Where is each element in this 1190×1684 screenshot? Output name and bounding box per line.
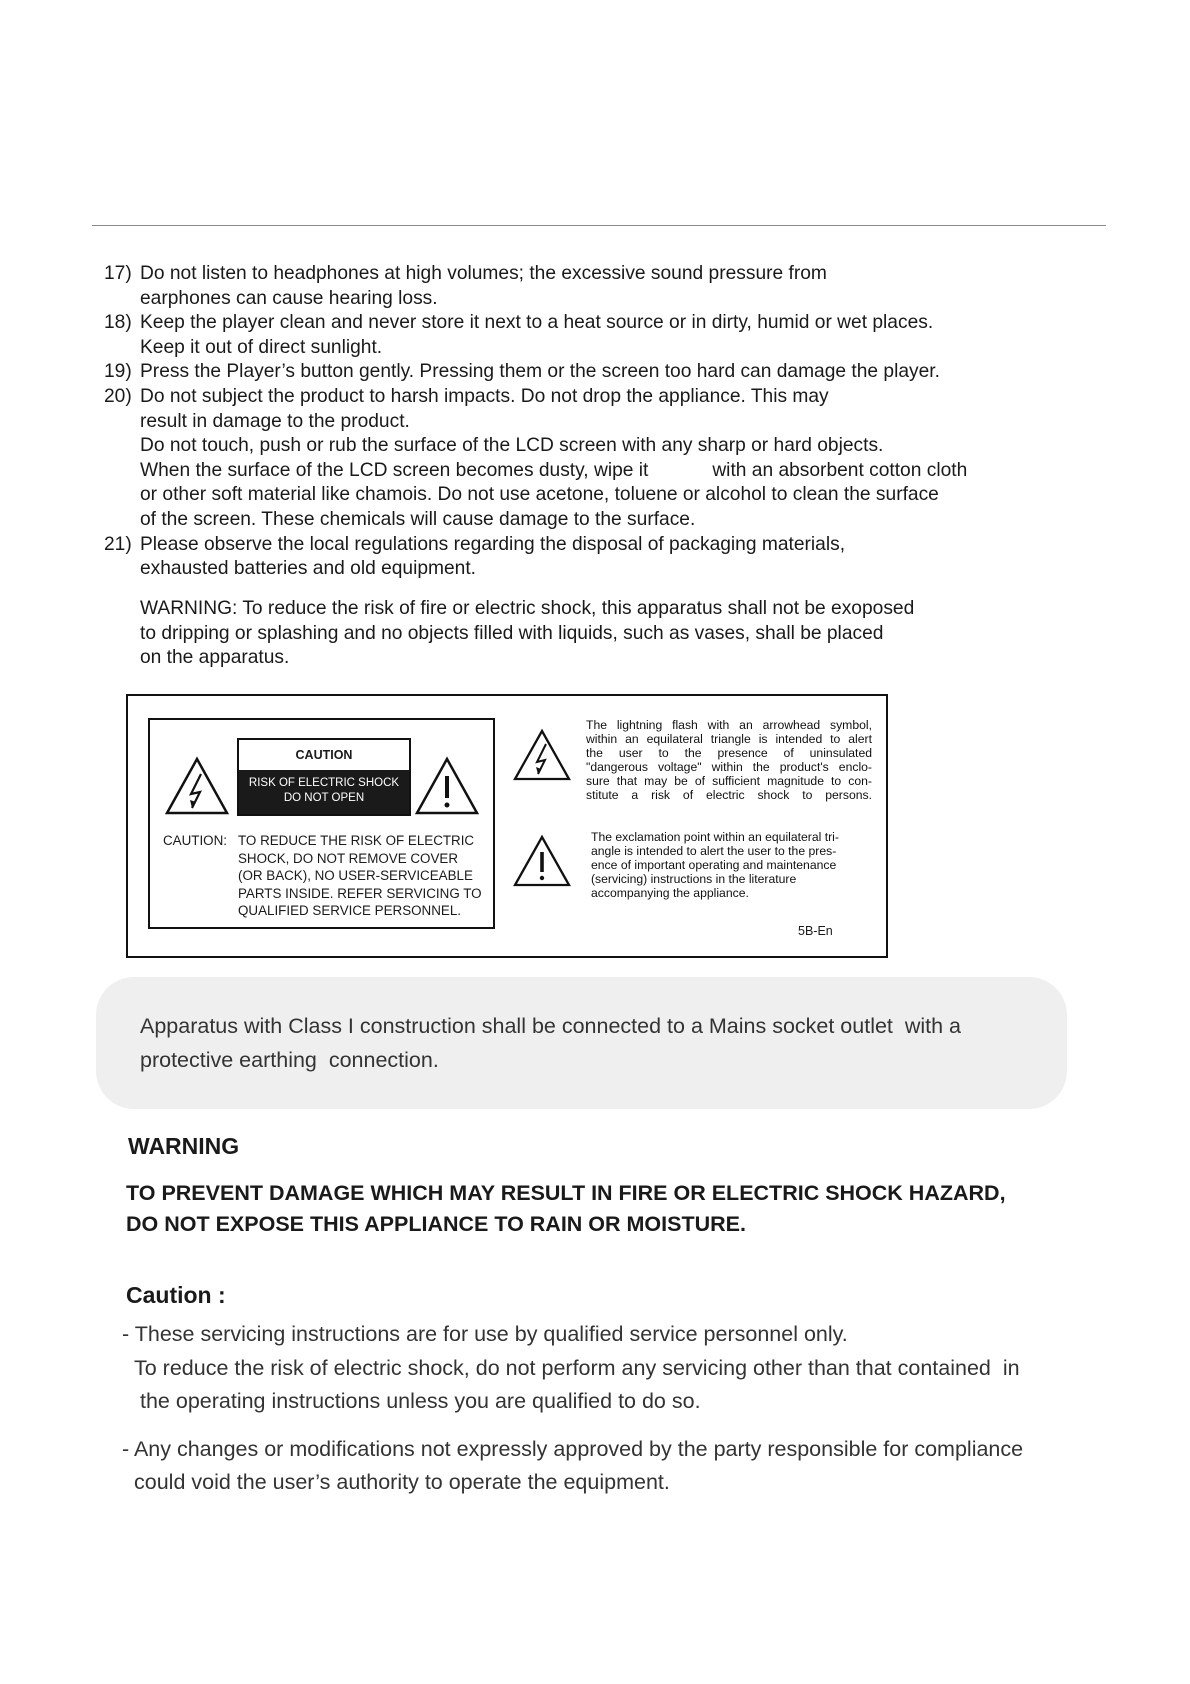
item-text: Do not listen to headphones at high volumes; the excessive sound pressure from xyxy=(140,263,827,284)
warning-heading: WARNING xyxy=(128,1133,240,1159)
list-item xyxy=(104,360,1064,385)
exclamation-triangle-icon xyxy=(414,756,480,816)
item-number: 17) xyxy=(104,263,132,284)
item-text: earphones can cause hearing loss. xyxy=(140,287,438,309)
header-rule xyxy=(92,225,1106,226)
item-number: 18) xyxy=(104,312,132,334)
caution-heading: Caution : xyxy=(126,1282,226,1308)
warning-paragraph: WARNING: To reduce the risk of fire or electric shock, this apparatus shall not be exoposed to dripping or splashing and no objects filled with liquids, such as vases, shall be placed on the apparatus. xyxy=(140,598,915,669)
class-note-text: Apparatus with Class I construction shall be connected to a Mains socket outlet with a protective earthing connection. xyxy=(140,1014,962,1072)
exclamation-explanation: The exclamation point within an equilateral tri- angle is intended to alert the user to the pres- ence of important operating and maintenance (servicing) instructions in the literature accompanying the appliance. xyxy=(591,830,839,901)
label-code: 5B-En xyxy=(798,924,833,938)
exclamation-triangle-icon xyxy=(512,834,572,888)
item-text: of the screen. These chemicals will cause damage to the surface. xyxy=(140,508,696,530)
safety-items-list xyxy=(104,262,1064,582)
warning-text: TO PREVENT DAMAGE WHICH MAY RESULT IN FIRE OR ELECTRIC SHOCK HAZARD, DO NOT EXPOSE THIS APPLIANCE TO RAIN OR MOISTURE. xyxy=(126,1181,1006,1236)
item-text: result in damage to the product. xyxy=(140,410,410,432)
caution-plate xyxy=(237,738,411,816)
item-number: 21) xyxy=(104,533,132,555)
caution-prefix: CAUTION: xyxy=(163,833,227,848)
caution-plate-risk: RISK OF ELECTRIC SHOCK DO NOT OPEN xyxy=(239,770,409,814)
item-text: When the surface of the LCD screen becomes dusty, wipe it with an absorbent cotton cloth xyxy=(140,459,968,481)
item-text: Do not touch, push or rub the surface of the LCD screen with any sharp or hard objects. xyxy=(140,435,884,457)
item-text: Do not subject the product to harsh impacts. Do not drop the appliance. This may xyxy=(140,385,829,407)
caution-point: - Any changes or modifications not expressly approved by the party responsible for compliance could void the user’s authority to operate the equipment. xyxy=(122,1436,1024,1494)
lightning-triangle-icon xyxy=(512,728,572,782)
list-item xyxy=(104,533,1064,582)
item-text: Please observe the local regulations regarding the disposal of packaging materials, xyxy=(140,533,846,555)
lightning-explanation: The lightning flash with an arrowhead symbol, within an equilateral triangle is intended to alert the user to the presence of uninsulated "dangerous voltage" within the product's enclo- sure that may be of sufficient magnitude to con- stitute a risk of electric shock to persons. xyxy=(586,718,872,803)
item-text: exhausted batteries and old equipment. xyxy=(140,558,477,580)
item-text: Press the Player’s button gently. Pressing them or the screen too hard can damage the player. xyxy=(140,361,940,383)
item-text: or other soft material like chamois. Do not use acetone, toluene or alcohol to clean the surface xyxy=(140,484,939,506)
item-text: Keep the player clean and never store it next to a heat source or in dirty, humid or wet places. xyxy=(140,312,934,334)
caution-text: TO REDUCE THE RISK OF ELECTRIC SHOCK, DO NOT REMOVE COVER (OR BACK), NO USER-SERVICEABLE PARTS INSIDE. REFER SERVICING TO QUALIFIED SERVICE PERSONNEL. xyxy=(238,833,482,918)
item-number: 19) xyxy=(104,361,132,383)
list-item xyxy=(104,311,1064,360)
item-text: Keep it out of direct sunlight. xyxy=(140,336,383,358)
caution-list xyxy=(122,1318,1082,1514)
caution-plate-title: CAUTION xyxy=(295,748,353,762)
list-item xyxy=(104,385,1064,533)
caution-point: - These servicing instructions are for use by qualified service personnel only. To reduce the risk of electric shock, do not perform any servicing other than that contained in the operating instructions unless you are qualified to do so. xyxy=(122,1322,1020,1413)
item-number: 20) xyxy=(104,385,132,407)
list-item xyxy=(104,262,1064,311)
lightning-triangle-icon xyxy=(164,756,230,816)
